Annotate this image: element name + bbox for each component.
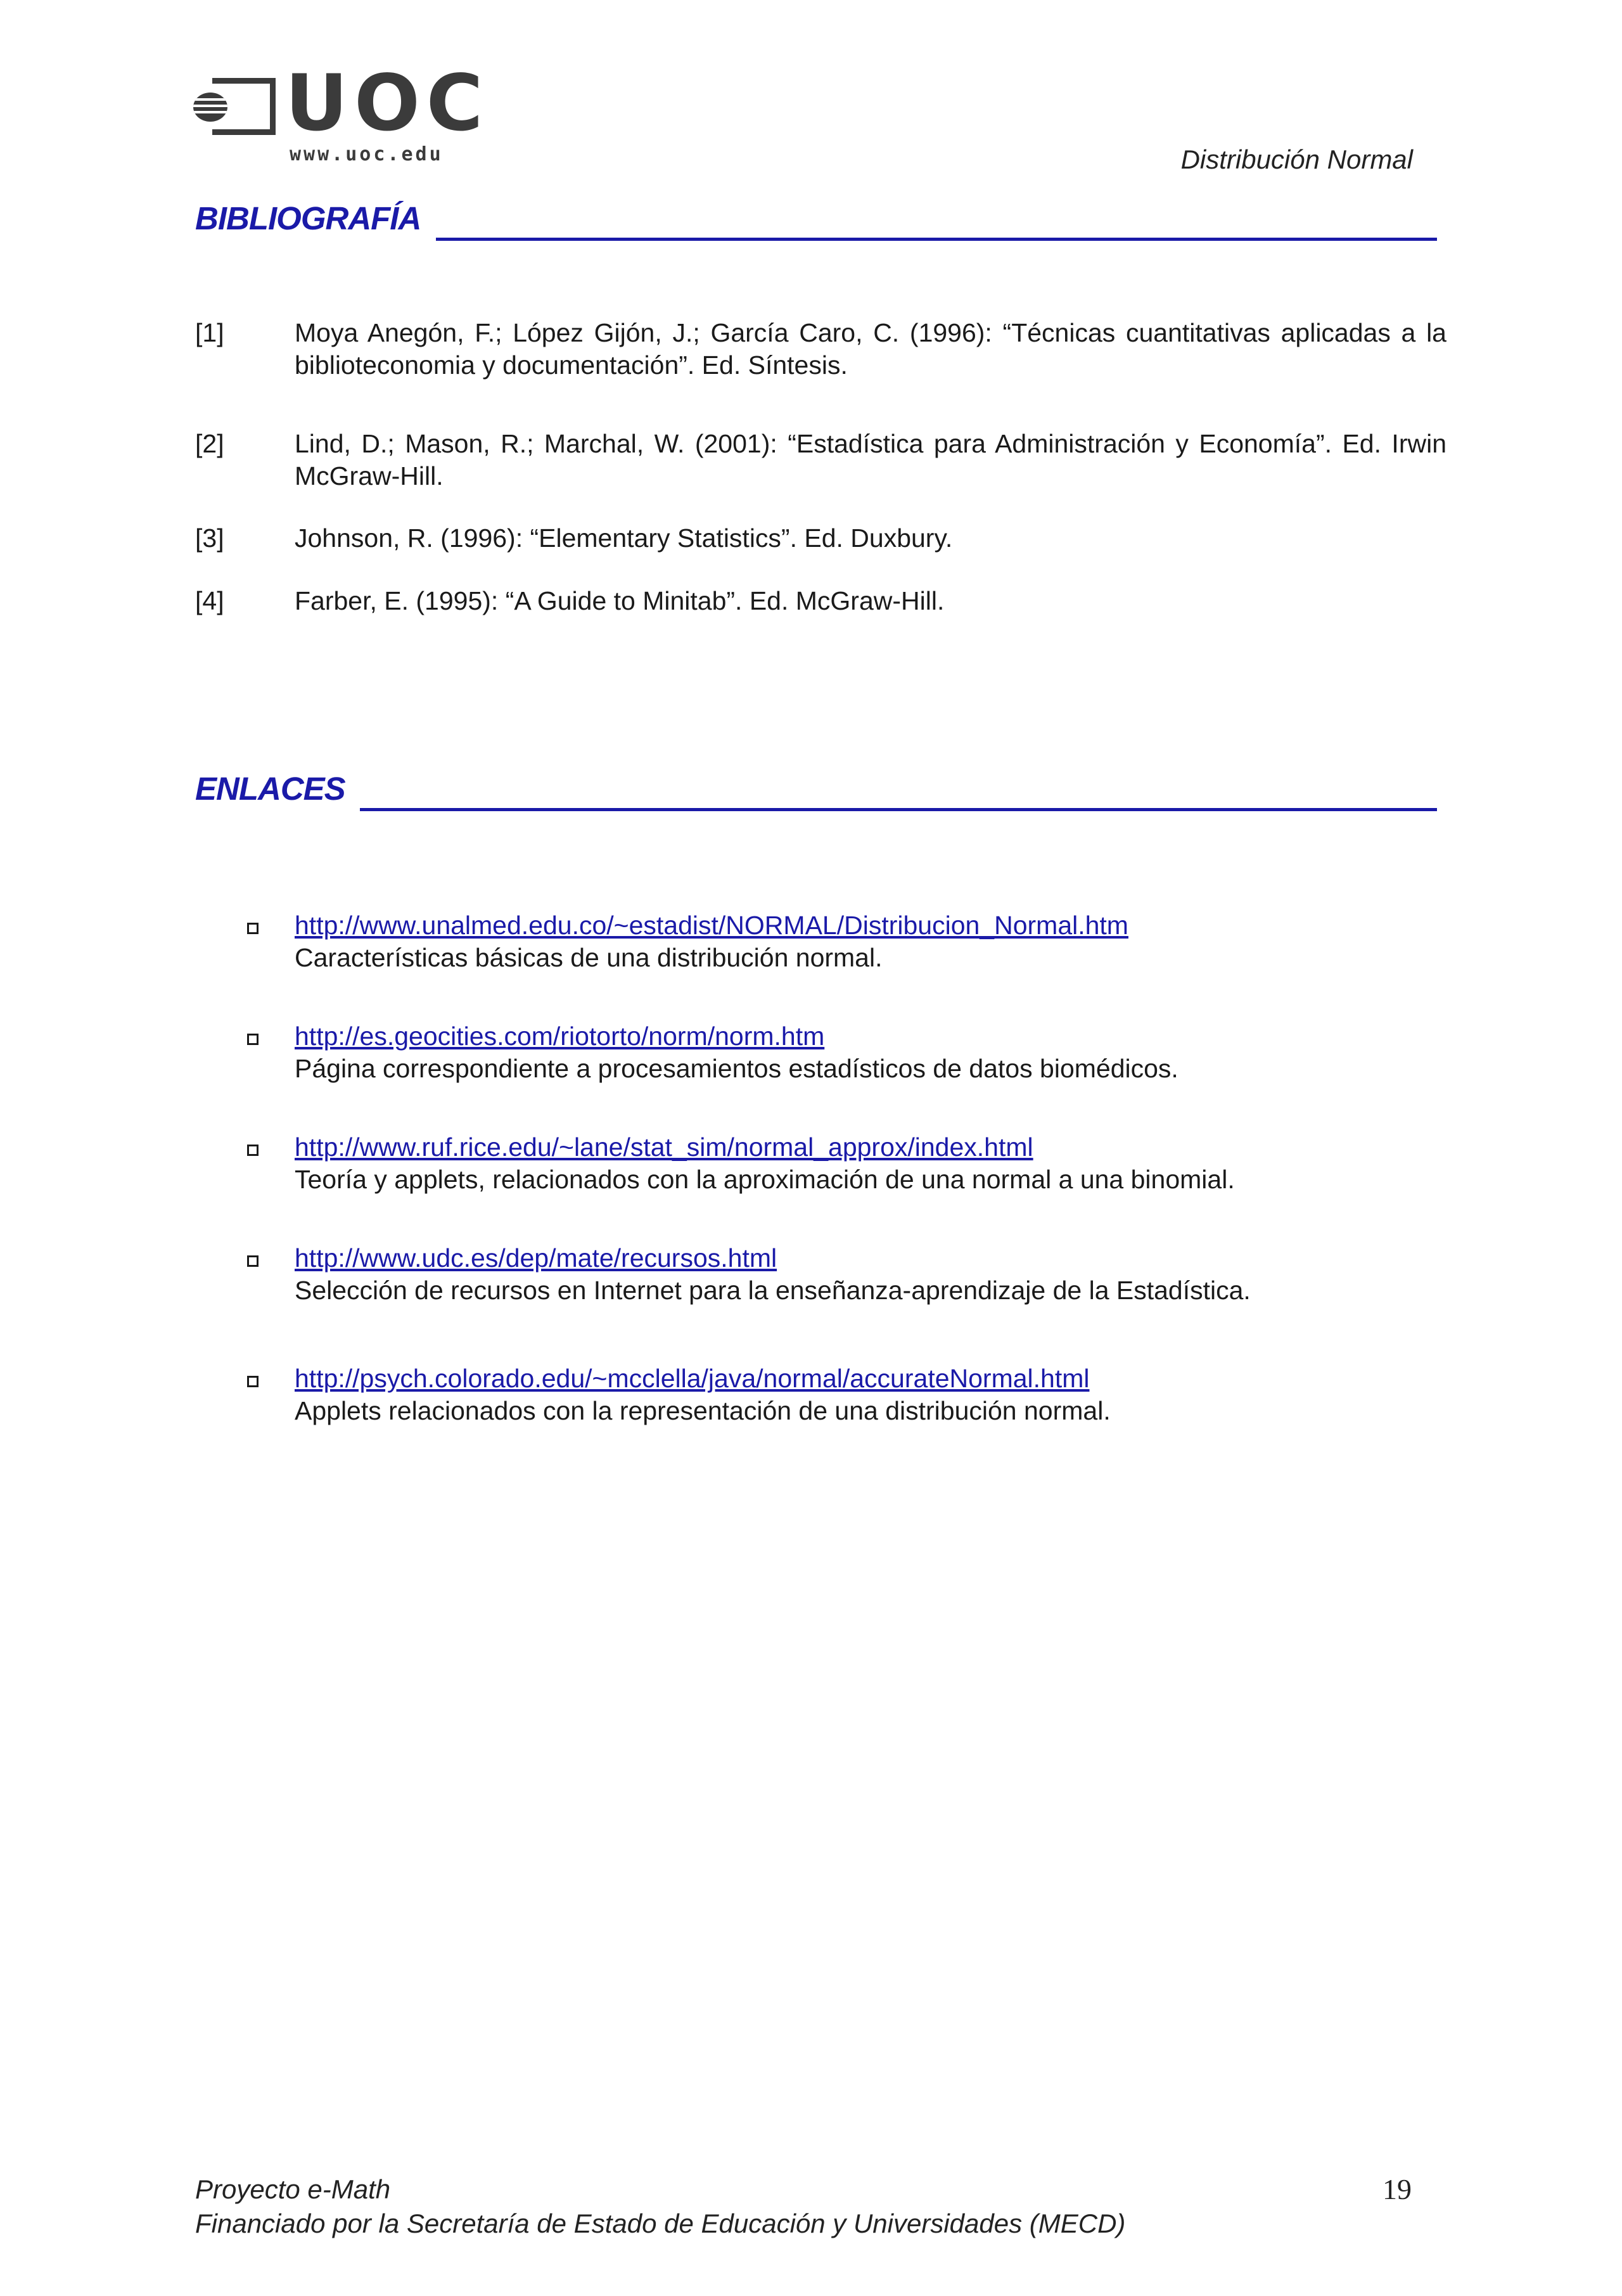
link-item bbox=[195, 909, 1446, 974]
bibliography-item-number: [3] bbox=[195, 523, 224, 553]
link-url[interactable]: http://www.udc.es/dep/mate/recursos.html bbox=[295, 1243, 777, 1273]
checkbox-bullet-icon bbox=[247, 1255, 259, 1267]
link-description: Características básicas de una distribución normal. bbox=[295, 943, 883, 972]
bibliography-heading-text: BIBLIOGRAFÍA bbox=[195, 200, 421, 236]
link-description: Applets relacionados con la representación de una distribución normal. bbox=[295, 1396, 1111, 1425]
link-url[interactable]: http://psych.colorado.edu/~mcclella/java/normal/accurateNormal.html bbox=[295, 1364, 1090, 1393]
document-title: Distribución Normal bbox=[1180, 144, 1413, 174]
links-list bbox=[195, 909, 1446, 1427]
link-body bbox=[295, 1242, 1446, 1307]
link-body bbox=[295, 1363, 1446, 1427]
link-url[interactable]: http://es.geocities.com/riotorto/norm/norm.htm bbox=[295, 1022, 825, 1051]
link-url[interactable]: http://www.unalmed.edu.co/~estadist/NORMAL/Distribucion_Normal.htm bbox=[295, 911, 1128, 940]
globe-icon bbox=[193, 93, 227, 122]
footer-project: Proyecto e-Math bbox=[195, 2174, 391, 2204]
link-item bbox=[195, 1020, 1446, 1085]
checkbox-bullet-icon bbox=[247, 923, 259, 934]
logo-text: UOC bbox=[285, 58, 490, 148]
bibliography-item-number: [1] bbox=[195, 318, 224, 347]
bibliography-item-number: [4] bbox=[195, 586, 224, 615]
link-item bbox=[195, 1242, 1446, 1307]
links-heading-text: ENLACES bbox=[195, 771, 345, 807]
link-description: Teoría y applets, relacionados con la aproximación de una normal a una binomial. bbox=[295, 1165, 1235, 1194]
bibliography-item bbox=[195, 522, 1446, 555]
links-heading-rule bbox=[360, 808, 1437, 811]
link-item bbox=[195, 1131, 1446, 1196]
checkbox-bullet-icon bbox=[247, 1034, 259, 1045]
uoc-logo bbox=[193, 58, 490, 176]
bibliography-item-text: Johnson, R. (1996): “Elementary Statistics”. Ed. Duxbury. bbox=[295, 523, 953, 553]
bibliography-item-text: Lind, D.; Mason, R.; Marchal, W. (2001): “Estadística para Administración y Economía”. Ed. Irwin McGraw-Hill. bbox=[295, 429, 1446, 491]
bibliography-list bbox=[195, 317, 1446, 617]
bibliography-heading bbox=[195, 196, 1437, 247]
link-body bbox=[295, 909, 1446, 974]
bibliography-item bbox=[195, 317, 1446, 382]
checkbox-bullet-icon bbox=[247, 1145, 259, 1156]
bibliography-item-number: [2] bbox=[195, 429, 224, 458]
link-description: Página correspondiente a procesamientos estadísticos de datos biomédicos. bbox=[295, 1054, 1178, 1083]
link-body bbox=[295, 1131, 1446, 1196]
bibliography-item bbox=[195, 428, 1446, 492]
logo-url: www.uoc.edu bbox=[290, 143, 444, 165]
bibliography-item-text: Moya Anegón, F.; López Gijón, J.; García Caro, C. (1996): “Técnicas cuantitativas aplicadas a la biblioteconomia y documentación”. Ed. Síntesis. bbox=[295, 318, 1446, 380]
bibliography-item bbox=[195, 585, 1446, 617]
link-body bbox=[295, 1020, 1446, 1085]
links-heading bbox=[195, 767, 1437, 818]
bibliography-item-text: Farber, E. (1995): “A Guide to Minitab”. Ed. McGraw-Hill. bbox=[295, 586, 945, 615]
checkbox-bullet-icon bbox=[247, 1376, 259, 1387]
page-number: 19 bbox=[1383, 2173, 1412, 2205]
bibliography-heading-rule bbox=[436, 238, 1437, 241]
link-url[interactable]: http://www.ruf.rice.edu/~lane/stat_sim/normal_approx/index.html bbox=[295, 1132, 1033, 1162]
page-footer bbox=[195, 2172, 1412, 2241]
link-description: Selección de recursos en Internet para la enseñanza-aprendizaje de la Estadística. bbox=[295, 1276, 1251, 1305]
footer-funding: Financiado por la Secretaría de Estado de Educación y Universidades (MECD) bbox=[195, 2209, 1126, 2238]
link-item bbox=[195, 1363, 1446, 1427]
